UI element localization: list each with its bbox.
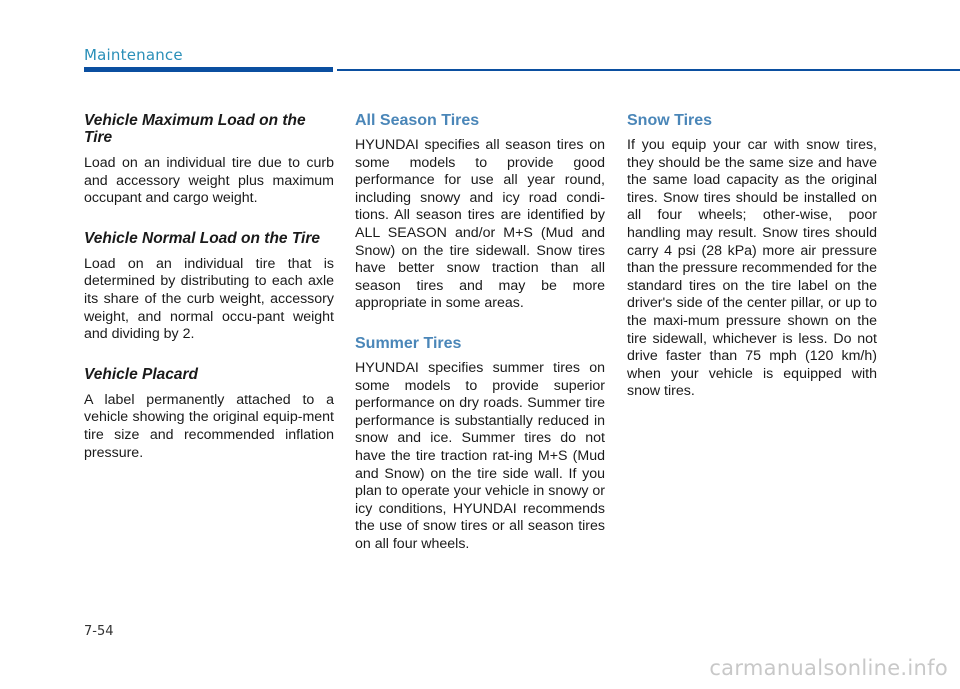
text-summer-tires: HYUNDAI specifies summer tires on some models to provide superior performance on dry roads. Summer tire performance is substantially reduced in snow and ice. Summer tires do not have the tire traction rat-ing M+S (Mud and Snow) on the tire side wall. If you plan to operate your vehicle in snowy or icy conditions, HYUNDAI recommends the use of snow tires or all season tires on all four wheels. — [355, 359, 605, 552]
heading-vehicle-normal-load: Vehicle Normal Load on the Tire — [84, 229, 320, 247]
text-vehicle-placard: A label permanently attached to a vehicle showing the original equip-ment tire size and recommended inflation pressure. — [84, 391, 334, 461]
text-all-season-tires: HYUNDAI specifies all season tires on some models to provide good performance for use all year round, including snowy and icy road condi-tions. All season tires are identified by ALL SEASON and/or M+S (Mud and Snow) on the tire sidewall. Snow tires have better snow traction than all season tires and may be more appropriate in some areas. — [355, 137, 605, 312]
column-snow-tires — [627, 106, 877, 423]
header-rule-thin — [337, 69, 960, 71]
header-rule-thick — [84, 67, 333, 72]
heading-vehicle-placard: Vehicle Placard — [84, 365, 199, 383]
heading-vehicle-maximum-load: Vehicle Maximum Load on the Tire — [84, 112, 306, 146]
heading-all-season-tires: All Season Tires — [355, 112, 480, 129]
page-number: 7-54 — [84, 624, 114, 639]
section-title: Maintenance — [84, 46, 183, 64]
text-vehicle-normal-load: Load on an individual tire that is determined by distributing to each axle its share of the curb weight, accessory weight, and normal occu-pant weight and dividing by 2. — [84, 255, 334, 343]
text-snow-tires: If you equip your car with snow tires, they should be the same size and have the same load capacity as the original tires. Snow tires should be installed on all four wheels; other-wise, poor handling may result. Snow tires should carry 4 psi (28 kPa) more air pressure than the pressure recommended for the standard tires on the tire label on the driver's side of the center pillar, or up to the maxi-mum pressure shown on the tire sidewall, whichever is less. Do not drive faster than 75 mph (120 km/h) when your vehicle is equipped with snow tires. — [627, 137, 877, 400]
column-definitions — [84, 106, 334, 484]
watermark: carmanualsonline.info — [709, 656, 948, 680]
text-vehicle-maximum-load: Load on an individual tire due to curb and accessory weight plus maximum occupant and cargo weight. — [84, 155, 334, 207]
heading-snow-tires: Snow Tires — [627, 112, 713, 129]
column-tire-types — [355, 106, 605, 575]
heading-summer-tires: Summer Tires — [355, 334, 462, 352]
